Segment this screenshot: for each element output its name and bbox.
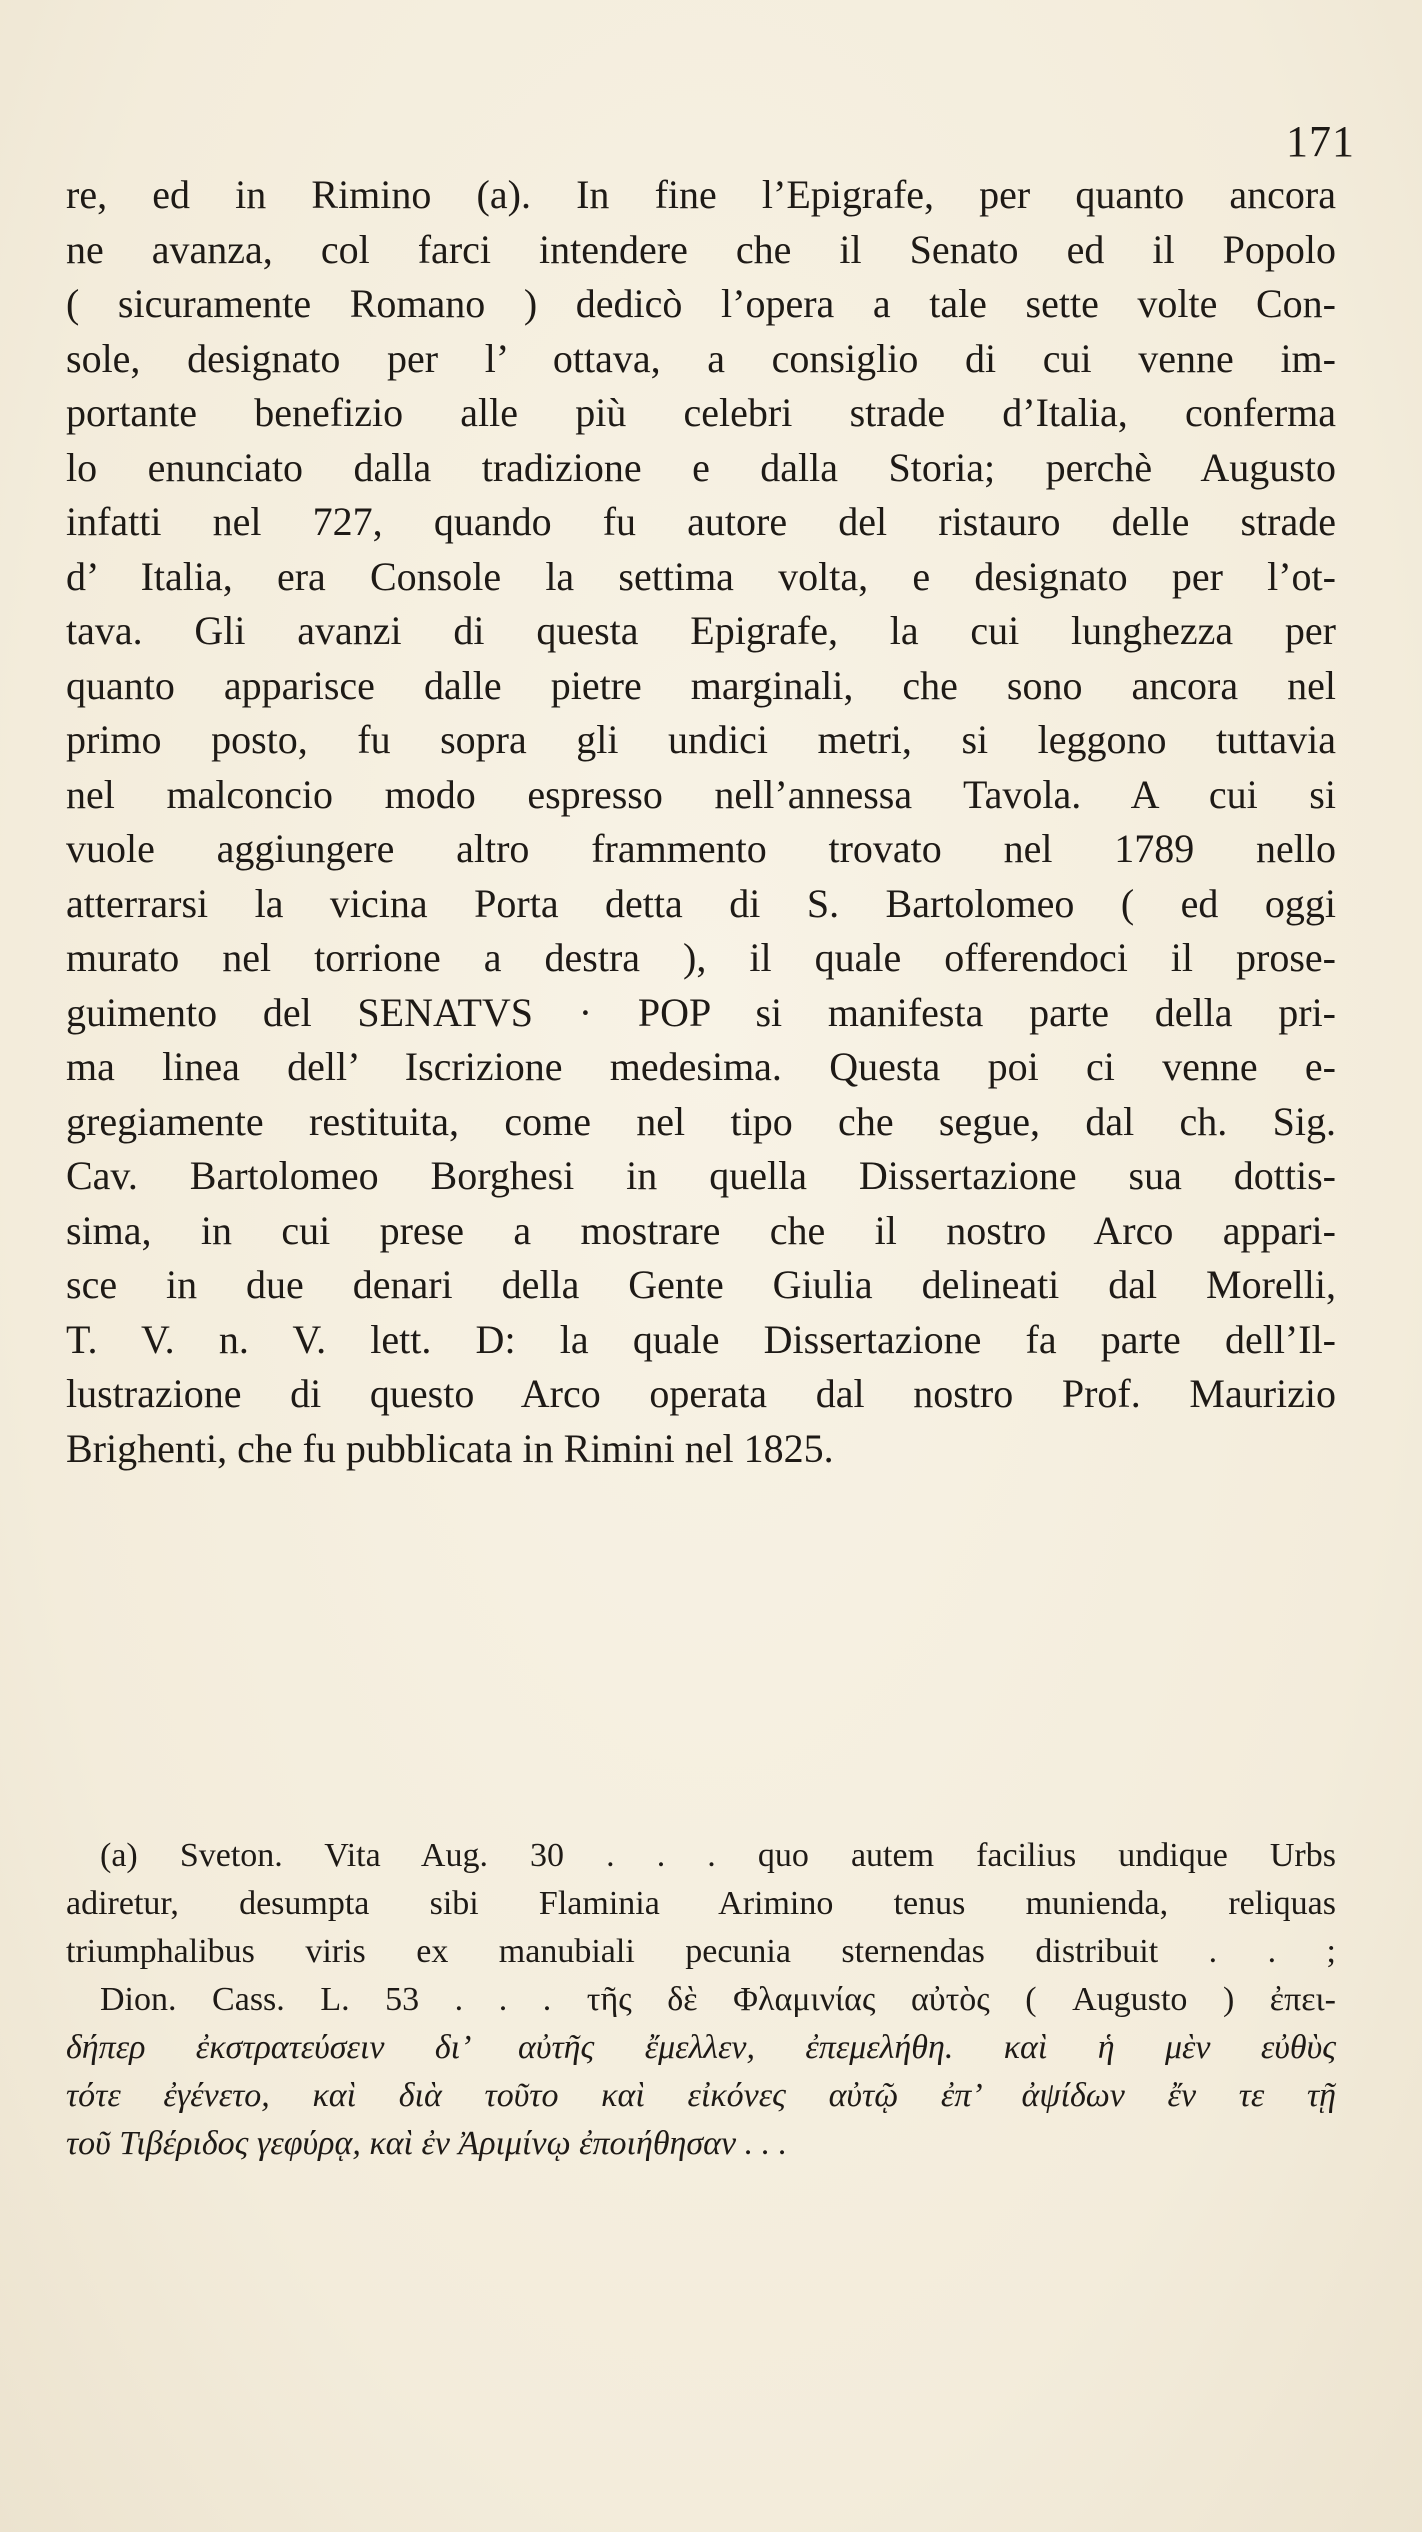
- footnote-line: adiretur, desumpta sibi Flaminia Arimino tenus munienda, reliquas: [66, 1885, 1336, 1922]
- footnote-line: triumphalibus viris ex manubiali pecunia sternendas distribuit . . ;: [66, 1933, 1336, 1970]
- footnote-line: δήπερ ἐκστρατεύσειν δι’ αὐτῆς ἔμελλεν, ἐπεμελήθη. καὶ ἡ μὲν εὐθὺς: [66, 2029, 1336, 2066]
- body-line: vuole aggiungere altro frammento trovato nel 1789 nello: [66, 826, 1336, 871]
- footnote-line: τοῦ Τιβέριδος γεφύρᾳ, καὶ ἐν Ἀριμίνῳ ἐποιήθησαν . . .: [66, 2125, 788, 2162]
- body-line: ma linea dell’ Iscrizione medesima. Questa poi ci venne e-: [66, 1044, 1336, 1089]
- body-line: quanto apparisce dalle pietre marginali, che sono ancora nel: [66, 662, 1336, 708]
- body-line: lo enunciato dalla tradizione e dalla Storia; perchè Augusto: [66, 444, 1336, 490]
- body-line: portante benefizio alle più celebri strade d’Italia, conferma: [66, 390, 1336, 435]
- body-line: Brighenti, che fu pubblicata in Rimini nel 1825.: [66, 1425, 834, 1471]
- body-line: guimento del SENATVS · POP si manifesta parte della pri-: [66, 989, 1336, 1035]
- body-line: nel malconcio modo espresso nell’annessa Tavola. A cui si: [66, 771, 1336, 817]
- body-line: lustrazione di questo Arco operata dal nostro Prof. Maurizio: [66, 1371, 1336, 1416]
- body-line: sce in due denari della Gente Giulia delineati dal Morelli,: [66, 1262, 1336, 1307]
- body-text: [66, 168, 1336, 1476]
- body-line: d’ Italia, era Console la settima volta, e designato per l’ot-: [66, 553, 1336, 599]
- body-line: ( sicuramente Romano ) dedicò l’opera a tale sette volte Con-: [66, 281, 1336, 326]
- body-line: ne avanza, col farci intendere che il Senato ed il Popolo: [66, 226, 1336, 272]
- footnote-line: τότε ἐγένετο, καὶ διὰ τοῦτο καὶ εἰκόνες αὐτῷ ἐπ’ ἀψίδων ἔν τε τῇ: [66, 2077, 1336, 2114]
- body-line: murato nel torrione a destra ), il quale offerendoci il prose-: [66, 935, 1336, 980]
- body-line: re, ed in Rimino (a). In fine l’Epigrafe, per quanto ancora: [66, 172, 1336, 217]
- body-line: infatti nel 727, quando fu autore del ristauro delle strade: [66, 499, 1336, 544]
- footnote: [66, 1832, 1336, 2168]
- body-line: Cav. Bartolomeo Borghesi in quella Dissertazione sua dottis-: [66, 1153, 1336, 1198]
- body-line: sima, in cui prese a mostrare che il nostro Arco appari-: [66, 1207, 1336, 1253]
- body-line: primo posto, fu sopra gli undici metri, si leggono tuttavia: [66, 717, 1336, 762]
- body-line: T. V. n. V. lett. D: la quale Dissertazione fa parte dell’Il-: [66, 1316, 1336, 1362]
- body-line: sole, designato per l’ ottava, a consiglio di cui venne im-: [66, 335, 1336, 381]
- body-line: tava. Gli avanzi di questa Epigrafe, la cui lunghezza per: [66, 608, 1336, 653]
- footnote-line: (a) Sveton. Vita Aug. 30 . . . quo autem facilius undique Urbs: [100, 1837, 1336, 1874]
- body-line: atterrarsi la vicina Porta detta di S. Bartolomeo ( ed oggi: [66, 880, 1336, 926]
- body-line: gregiamente restituita, come nel tipo che segue, dal ch. Sig.: [66, 1098, 1336, 1144]
- page-number: 171: [1286, 117, 1355, 166]
- footnote-line: Dion. Cass. L. 53 . . . τῆς δὲ Φλαμινίας αὐτὸς ( Augusto ) ἐπει-: [100, 1981, 1336, 2018]
